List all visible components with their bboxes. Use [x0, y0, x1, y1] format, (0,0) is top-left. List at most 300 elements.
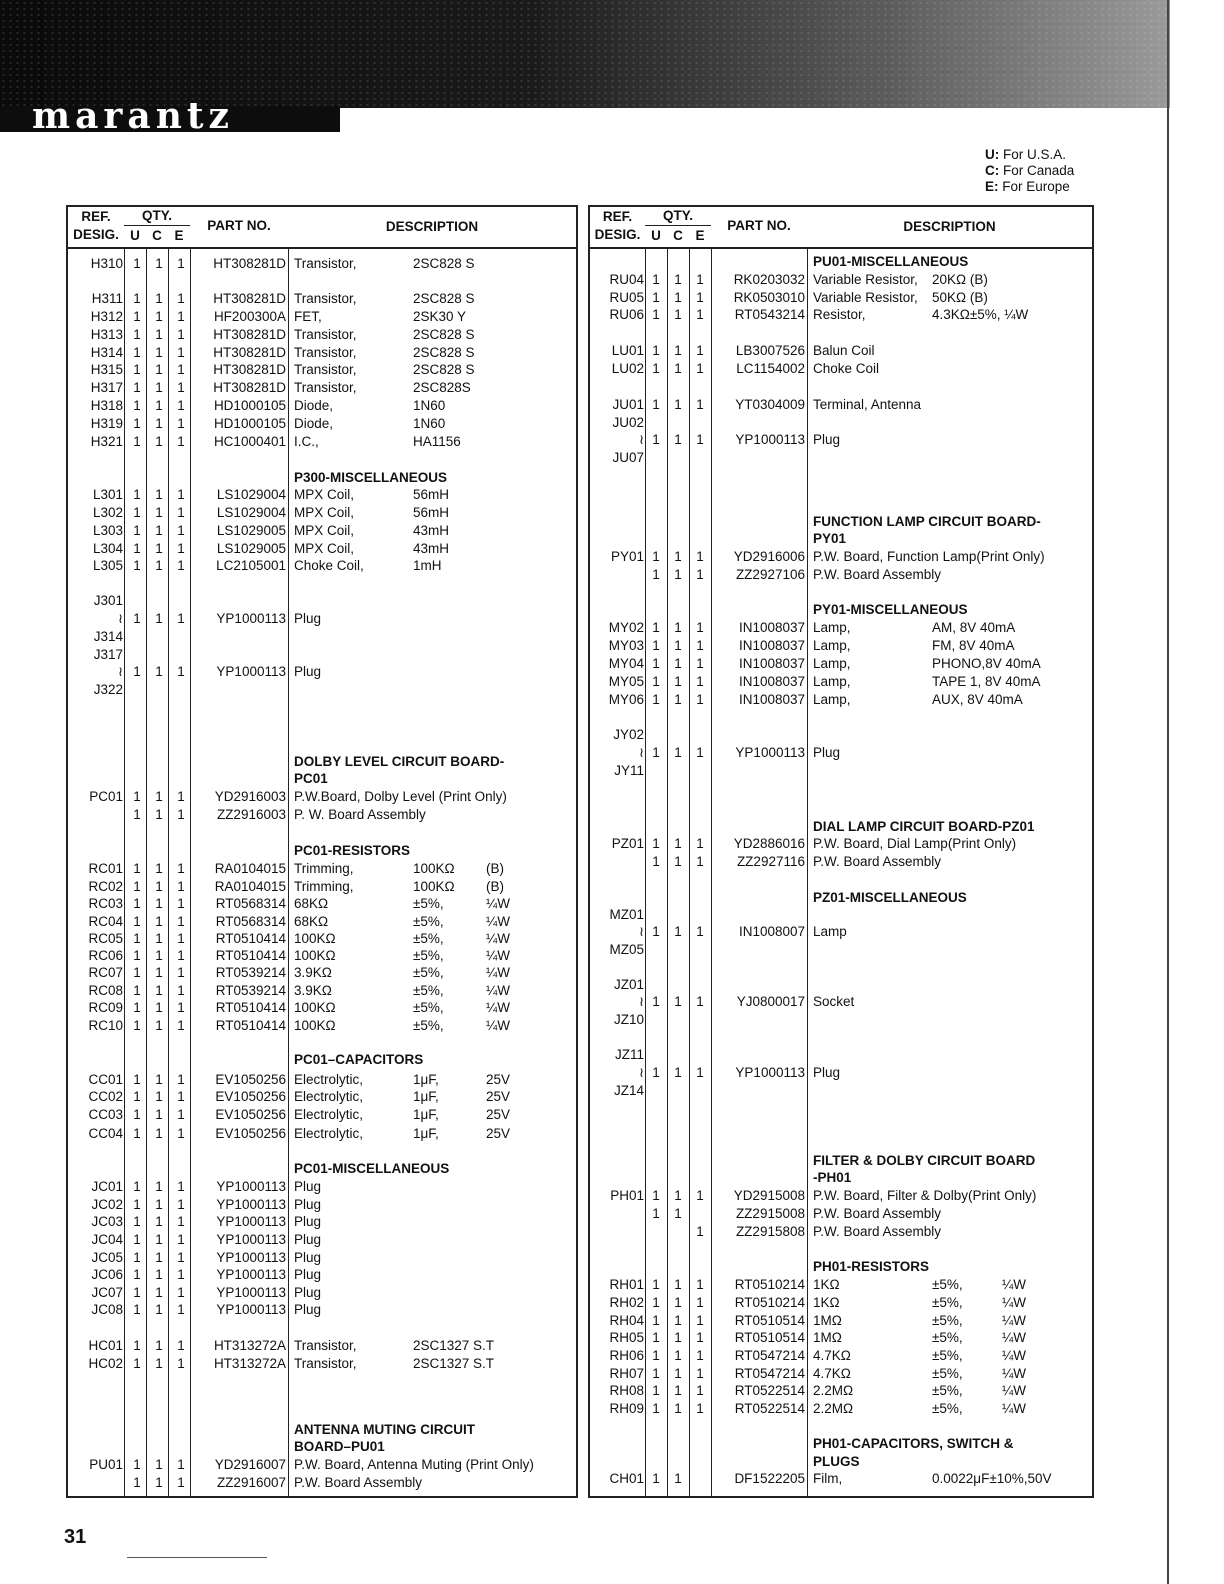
- table-row: [590, 414, 1092, 432]
- qty-c-cell: 1: [155, 1018, 163, 1033]
- qty-c-cell: 1: [674, 836, 682, 851]
- qty-e-cell: 1: [177, 789, 185, 804]
- qty-u-cell: 1: [133, 931, 141, 946]
- description-value: 2SC828 S: [413, 256, 475, 271]
- qty-e-cell: 1: [696, 924, 704, 939]
- qty-u-cell: 1: [652, 994, 660, 1009]
- qty-c-cell: 1: [674, 343, 682, 358]
- part-no-cell: ZZ2915808: [735, 1224, 805, 1239]
- qty-u-cell: 1: [133, 362, 141, 377]
- header-banner: [0, 0, 1170, 108]
- qty-c-cell: 1: [155, 1197, 163, 1212]
- ref-desig-cell: MY02: [608, 620, 644, 635]
- table-row: [68, 663, 576, 681]
- qty-c-cell: 1: [674, 656, 682, 671]
- description-value: 2SC828S: [413, 380, 471, 395]
- qty-e-cell: 1: [177, 1356, 185, 1371]
- ref-desig-cell: RU04: [609, 272, 644, 287]
- table-row: [590, 1470, 1092, 1488]
- part-no-cell: HT313272A: [213, 1338, 286, 1353]
- part-no-cell: RT0522514: [734, 1401, 805, 1416]
- ref-desig-cell: RH06: [609, 1348, 644, 1363]
- description-cell: Electrolytic,: [294, 1126, 364, 1141]
- table-row: [68, 947, 576, 965]
- ref-desig-cell: RH08: [609, 1383, 644, 1398]
- ref-desig-cell: ≀: [638, 924, 644, 939]
- qty-e-cell: 1: [177, 1267, 185, 1282]
- table-row: [68, 1337, 576, 1355]
- qty-c-cell: 1: [674, 674, 682, 689]
- qty-c-cell: 1: [674, 1383, 682, 1398]
- part-no-cell: YP1000113: [216, 1214, 286, 1229]
- qty-u-cell: 1: [133, 398, 141, 413]
- table-row: [590, 1382, 1092, 1400]
- description-cell: Plug: [294, 664, 322, 679]
- qty-e-cell: 1: [177, 914, 185, 929]
- ref-desig-cell: JC08: [91, 1302, 123, 1317]
- description-value: ±5%,: [932, 1348, 963, 1363]
- qty-e-cell: 1: [177, 1179, 185, 1194]
- description-value: 1μF,: [413, 1072, 439, 1087]
- header-part-no: PART NO.: [727, 218, 791, 233]
- header-description: DESCRIPTION: [903, 219, 996, 234]
- description-value: HA1156: [413, 434, 461, 449]
- qty-c-cell: 1: [674, 549, 682, 564]
- part-no-cell: ZZ2927106: [735, 567, 805, 582]
- description-cell: 3.9KΩ: [294, 983, 332, 998]
- qty-u-cell: 1: [133, 1475, 141, 1490]
- description-value: 100KΩ: [413, 861, 455, 876]
- section-heading: [590, 818, 1092, 836]
- description-cell: P.W. Board Assembly: [294, 1475, 423, 1490]
- description-cell: P. W. Board Assembly: [294, 807, 426, 822]
- qty-u-cell: 1: [652, 620, 660, 635]
- ref-desig-cell: JC01: [91, 1179, 123, 1194]
- part-no-cell: ZZ2915008: [735, 1206, 805, 1221]
- qty-e-cell: 1: [177, 1302, 185, 1317]
- description-cell: P.W. Board Assembly: [813, 854, 942, 869]
- description-cell: Plug: [813, 745, 841, 760]
- qty-c-cell: 1: [674, 361, 682, 376]
- qty-u-cell: 1: [133, 664, 141, 679]
- description-cell: Transistor,: [294, 291, 357, 306]
- table-row: [68, 610, 576, 628]
- qty-e-cell: 1: [177, 807, 185, 822]
- qty-u-cell: 1: [133, 1179, 141, 1194]
- description-value: 1μF,: [413, 1107, 439, 1122]
- description-rating: 25V: [486, 1107, 511, 1122]
- description-value: PHONO,8V 40mA: [932, 656, 1041, 671]
- ref-desig-cell: ≀: [638, 994, 644, 1009]
- description-cell: MPX Coil,: [294, 505, 355, 520]
- ref-desig-cell: J317: [93, 647, 123, 662]
- table-row: [68, 1125, 576, 1143]
- ref-desig-cell: RC08: [88, 983, 123, 998]
- qty-u-cell: 1: [133, 1302, 141, 1317]
- part-no-cell: YD2916006: [733, 549, 805, 564]
- qty-u-cell: 1: [133, 1089, 141, 1104]
- table-row: [68, 1249, 576, 1267]
- description-value: ±5%,: [932, 1383, 963, 1398]
- qty-u-cell: 1: [133, 1197, 141, 1212]
- description-cell: Transistor,: [294, 345, 357, 360]
- ref-desig-cell: L302: [92, 505, 123, 520]
- qty-c-cell: 1: [155, 523, 163, 538]
- ref-desig-cell: CC02: [88, 1089, 123, 1104]
- description-cell: MPX Coil,: [294, 487, 355, 502]
- qty-e-cell: 1: [696, 1366, 704, 1381]
- table-row: [68, 964, 576, 982]
- description-value: FM, 8V 40mA: [932, 638, 1015, 653]
- part-no-cell: RT0510414: [215, 948, 286, 963]
- ref-desig-cell: MY04: [608, 656, 644, 671]
- part-no-cell: HD1000105: [213, 398, 286, 413]
- part-no-cell: RT0510214: [734, 1295, 805, 1310]
- table-row: [590, 431, 1092, 449]
- table-header: [590, 207, 1092, 249]
- ref-desig-cell: JC07: [91, 1285, 123, 1300]
- description-value: 20KΩ (B): [932, 272, 988, 287]
- table-row: [590, 396, 1092, 414]
- description-cell: MPX Coil,: [294, 541, 355, 556]
- table-row: [590, 993, 1092, 1011]
- description-cell: P.W.Board, Dolby Level (Print Only): [294, 789, 507, 804]
- part-no-cell: YT0304009: [735, 397, 805, 412]
- part-no-cell: RT0510414: [215, 1018, 286, 1033]
- qty-e-cell: 1: [177, 948, 185, 963]
- description-cell: Plug: [294, 1197, 322, 1212]
- part-no-cell: EV1050256: [215, 1107, 286, 1122]
- qty-u-cell: 1: [133, 1457, 141, 1472]
- ref-desig-cell: CC03: [88, 1107, 123, 1122]
- description-cell: Choke Coil: [813, 361, 880, 376]
- ref-desig-cell: CC04: [88, 1126, 123, 1141]
- part-no-cell: RT0568314: [215, 914, 286, 929]
- ref-desig-cell: RC03: [88, 896, 123, 911]
- region-legend: [985, 147, 1074, 195]
- table-row: [590, 548, 1092, 566]
- table-row: [68, 930, 576, 948]
- description-cell: Plug: [294, 1232, 322, 1247]
- description-cell: P.W. Board, Antenna Muting (Print Only): [294, 1457, 534, 1472]
- qty-c-cell: 1: [155, 345, 163, 360]
- table-row: [68, 255, 576, 273]
- ref-desig-cell: RU05: [609, 290, 644, 305]
- part-no-cell: RT0539214: [215, 965, 286, 980]
- table-row: [68, 895, 576, 913]
- qty-u-cell: 1: [133, 309, 141, 324]
- qty-u-cell: 1: [133, 541, 141, 556]
- ref-desig-cell: RC04: [88, 914, 123, 929]
- table-row: [590, 1400, 1092, 1418]
- description-value: 2SK30 Y: [413, 309, 467, 324]
- table-row: [68, 361, 576, 379]
- qty-e-cell: 1: [177, 291, 185, 306]
- ref-desig-cell: JC06: [91, 1267, 123, 1282]
- description-value: 100KΩ: [413, 879, 455, 894]
- description-cell: Resistor,: [813, 307, 866, 322]
- description-cell: 68KΩ: [294, 914, 329, 929]
- qty-c-cell: 1: [674, 924, 682, 939]
- description-cell: 100KΩ: [294, 931, 336, 946]
- qty-u-cell: 1: [652, 567, 660, 582]
- parts-table-right: [588, 205, 1094, 1498]
- qty-e-cell: 1: [696, 1224, 704, 1239]
- part-no-cell: RT0547214: [734, 1366, 805, 1381]
- description-cell: MPX Coil,: [294, 523, 355, 538]
- table-row: [68, 1196, 576, 1214]
- qty-c-cell: 1: [674, 1277, 682, 1292]
- ref-desig-cell: H313: [90, 327, 123, 342]
- description-rating: ¼W: [486, 983, 511, 998]
- ref-desig-cell: MZ05: [609, 942, 644, 957]
- description-cell: Socket: [813, 994, 855, 1009]
- ref-desig-cell: RH04: [609, 1313, 644, 1328]
- part-no-cell: ZZ2916007: [216, 1475, 286, 1490]
- description-value: 2SC828 S: [413, 327, 475, 342]
- description-cell: Variable Resistor,: [813, 272, 918, 287]
- table-row: [68, 344, 576, 362]
- qty-c-cell: 1: [155, 1126, 163, 1141]
- part-no-cell: RT0543214: [734, 307, 805, 322]
- description-value: ±5%,: [413, 914, 444, 929]
- qty-e-cell: 1: [696, 307, 704, 322]
- qty-c-cell: 1: [155, 558, 163, 573]
- qty-c-cell: 1: [674, 1401, 682, 1416]
- description-cell: Transistor,: [294, 1338, 357, 1353]
- qty-u-cell: 1: [652, 1383, 660, 1398]
- table-row: [68, 1071, 576, 1089]
- part-no-cell: LB3007526: [735, 343, 805, 358]
- table-row: [590, 637, 1092, 655]
- ref-desig-cell: RC07: [88, 965, 123, 980]
- header-qty: QTY.: [141, 208, 172, 223]
- section-heading-text: PU01-MISCELLANEOUS: [813, 254, 969, 269]
- qty-c-cell: 1: [155, 896, 163, 911]
- part-no-cell: LS1029004: [216, 505, 286, 520]
- description-cell: 3.9KΩ: [294, 965, 332, 980]
- section-heading-text: ANTENNA MUTING CIRCUIT: [294, 1422, 475, 1437]
- qty-u-cell: 1: [652, 1330, 660, 1345]
- section-heading-text: PC01–CAPACITORS: [294, 1052, 424, 1067]
- description-cell: Plug: [294, 611, 322, 626]
- qty-c-cell: 1: [155, 1214, 163, 1229]
- qty-e-cell: 1: [177, 362, 185, 377]
- ref-desig-cell: CH01: [609, 1471, 644, 1486]
- part-no-cell: RT0547214: [734, 1348, 805, 1363]
- ref-desig-cell: JY11: [614, 763, 644, 778]
- description-cell: Trimming,: [294, 879, 354, 894]
- qty-c-cell: 1: [155, 983, 163, 998]
- description-rating: ¼W: [1002, 1313, 1027, 1328]
- table-row: [590, 691, 1092, 709]
- ref-desig-cell: H317: [90, 380, 123, 395]
- description-cell: Plug: [294, 1179, 322, 1194]
- qty-c-cell: 1: [155, 256, 163, 271]
- part-no-cell: IN1008037: [738, 620, 805, 635]
- section-heading: [68, 753, 576, 771]
- qty-u-cell: 1: [133, 807, 141, 822]
- part-no-cell: HT308281D: [213, 345, 286, 360]
- ref-desig-cell: PH01: [610, 1188, 644, 1203]
- qty-u-cell: 1: [652, 1348, 660, 1363]
- ref-desig-cell: RC10: [88, 1018, 123, 1033]
- qty-u-cell: 1: [133, 1338, 141, 1353]
- part-no-cell: YP1000113: [216, 1232, 286, 1247]
- qty-e-cell: 1: [177, 1107, 185, 1122]
- qty-u-cell: 1: [652, 1188, 660, 1203]
- description-cell: Transistor,: [294, 256, 357, 271]
- ref-desig-cell: J314: [93, 629, 123, 644]
- part-no-cell: IN1008007: [738, 924, 805, 939]
- qty-e-cell: 1: [177, 1250, 185, 1265]
- part-no-cell: YP1000113: [216, 664, 286, 679]
- qty-u-cell: 1: [133, 611, 141, 626]
- qty-c-cell: 1: [674, 620, 682, 635]
- qty-e-cell: 1: [177, 1232, 185, 1247]
- description-cell: Lamp,: [813, 674, 851, 689]
- table-row: [590, 655, 1092, 673]
- table-row: [68, 1355, 576, 1373]
- ref-desig-cell: ≀: [117, 611, 123, 626]
- section-heading: [68, 1438, 576, 1456]
- description-cell: Plug: [813, 432, 841, 447]
- section-heading: [590, 1435, 1092, 1453]
- qty-c-cell: 1: [155, 807, 163, 822]
- qty-e-cell: 1: [696, 272, 704, 287]
- table-row: [68, 379, 576, 397]
- qty-u-cell: 1: [133, 1356, 141, 1371]
- description-value: 56mH: [413, 505, 450, 520]
- part-no-cell: HC1000401: [213, 434, 286, 449]
- part-no-cell: HT308281D: [213, 362, 286, 377]
- qty-e-cell: 1: [696, 432, 704, 447]
- section-heading: [590, 253, 1092, 271]
- table-row: [590, 1347, 1092, 1365]
- qty-e-cell: 1: [696, 1277, 704, 1292]
- table-row: [68, 308, 576, 326]
- qty-u-cell: 1: [652, 272, 660, 287]
- header-desig: DESIG.: [73, 227, 119, 242]
- table-row: [590, 1312, 1092, 1330]
- description-value: ±5%,: [413, 1000, 444, 1015]
- qty-e-cell: 1: [177, 983, 185, 998]
- part-no-cell: RA0104015: [214, 861, 286, 876]
- section-heading-text: FUNCTION LAMP CIRCUIT BOARD-: [813, 514, 1041, 529]
- part-no-cell: HT308281D: [213, 291, 286, 306]
- part-no-cell: LS1029005: [216, 541, 286, 556]
- qty-e-cell: 1: [696, 549, 704, 564]
- section-heading-text: PLUGS: [813, 1454, 860, 1469]
- qty-e-cell: 1: [177, 416, 185, 431]
- description-cell: Plug: [294, 1267, 322, 1282]
- section-heading-text: PH01-RESISTORS: [813, 1259, 930, 1274]
- qty-e-cell: 1: [177, 380, 185, 395]
- description-value: 1N60: [413, 416, 446, 431]
- qty-c-cell: 1: [674, 1330, 682, 1345]
- qty-u-cell: 1: [133, 345, 141, 360]
- table-row: [590, 941, 1092, 959]
- legend-item: U: For U.S.A.: [985, 147, 1067, 162]
- ref-desig-cell: JU02: [612, 415, 644, 430]
- qty-u-cell: 1: [652, 307, 660, 322]
- qty-u-cell: 1: [652, 1065, 660, 1080]
- description-cell: Plug: [294, 1285, 322, 1300]
- description-cell: Electrolytic,: [294, 1107, 364, 1122]
- table-row: [68, 397, 576, 415]
- qty-e-cell: 1: [177, 664, 185, 679]
- qty-u-cell: 1: [133, 789, 141, 804]
- qty-u-cell: 1: [133, 861, 141, 876]
- section-heading: [590, 1169, 1092, 1187]
- section-heading: [590, 1453, 1092, 1471]
- qty-u-cell: 1: [133, 487, 141, 502]
- qty-c-cell: 1: [674, 432, 682, 447]
- qty-u-cell: 1: [133, 1232, 141, 1247]
- qty-u-cell: 1: [133, 380, 141, 395]
- table-row: [68, 1284, 576, 1302]
- description-cell: Film,: [813, 1471, 843, 1486]
- part-no-cell: YD2886016: [733, 836, 805, 851]
- description-cell: P.W. Board, Filter & Dolby(Print Only): [813, 1188, 1037, 1203]
- description-rating: ¼W: [486, 948, 511, 963]
- description-cell: 4.7KΩ: [813, 1366, 851, 1381]
- part-no-cell: YP1000113: [216, 611, 286, 626]
- table-row: [68, 326, 576, 344]
- qty-u-cell: 1: [133, 256, 141, 271]
- table-row: [590, 853, 1092, 871]
- description-value: 2SC1327 S.T: [413, 1338, 495, 1353]
- description-value: ±5%,: [413, 948, 444, 963]
- ref-desig-cell: H318: [90, 398, 123, 413]
- part-no-cell: RT0568314: [215, 896, 286, 911]
- section-heading: [68, 770, 576, 788]
- qty-c-cell: 1: [155, 309, 163, 324]
- qty-c-cell: 1: [155, 664, 163, 679]
- qty-e-cell: 1: [177, 487, 185, 502]
- section-heading-text: -PH01: [813, 1170, 852, 1185]
- part-no-cell: EV1050256: [215, 1126, 286, 1141]
- section-heading-text: PZ01-MISCELLANEOUS: [813, 890, 967, 905]
- qty-u-cell: 1: [133, 948, 141, 963]
- header-qty-c: C: [673, 228, 683, 243]
- part-no-cell: LS1029005: [216, 523, 286, 538]
- part-no-cell: ZZ2916003: [216, 807, 286, 822]
- ref-desig-cell: PU01: [89, 1457, 123, 1472]
- qty-u-cell: 1: [133, 983, 141, 998]
- header-qty: QTY.: [662, 208, 693, 223]
- qty-c-cell: 1: [155, 291, 163, 306]
- qty-u-cell: 1: [133, 1214, 141, 1229]
- qty-e-cell: 1: [177, 1214, 185, 1229]
- part-no-cell: RA0104015: [214, 879, 286, 894]
- qty-u-cell: 1: [133, 914, 141, 929]
- section-heading: [590, 601, 1092, 619]
- description-cell: P.W. Board Assembly: [813, 1224, 942, 1239]
- description-cell: Variable Resistor,: [813, 290, 918, 305]
- part-no-cell: YD2916003: [214, 789, 286, 804]
- ref-desig-cell: RC02: [88, 879, 123, 894]
- table-row: [590, 342, 1092, 360]
- ref-desig-cell: L304: [92, 541, 123, 556]
- ref-desig-cell: L305: [92, 558, 123, 573]
- part-no-cell: HD1000105: [213, 416, 286, 431]
- section-heading: [590, 1152, 1092, 1170]
- qty-u-cell: 1: [133, 1250, 141, 1265]
- table-row: [590, 906, 1092, 924]
- part-no-cell: RT0510414: [215, 931, 286, 946]
- qty-c-cell: 1: [674, 1471, 682, 1486]
